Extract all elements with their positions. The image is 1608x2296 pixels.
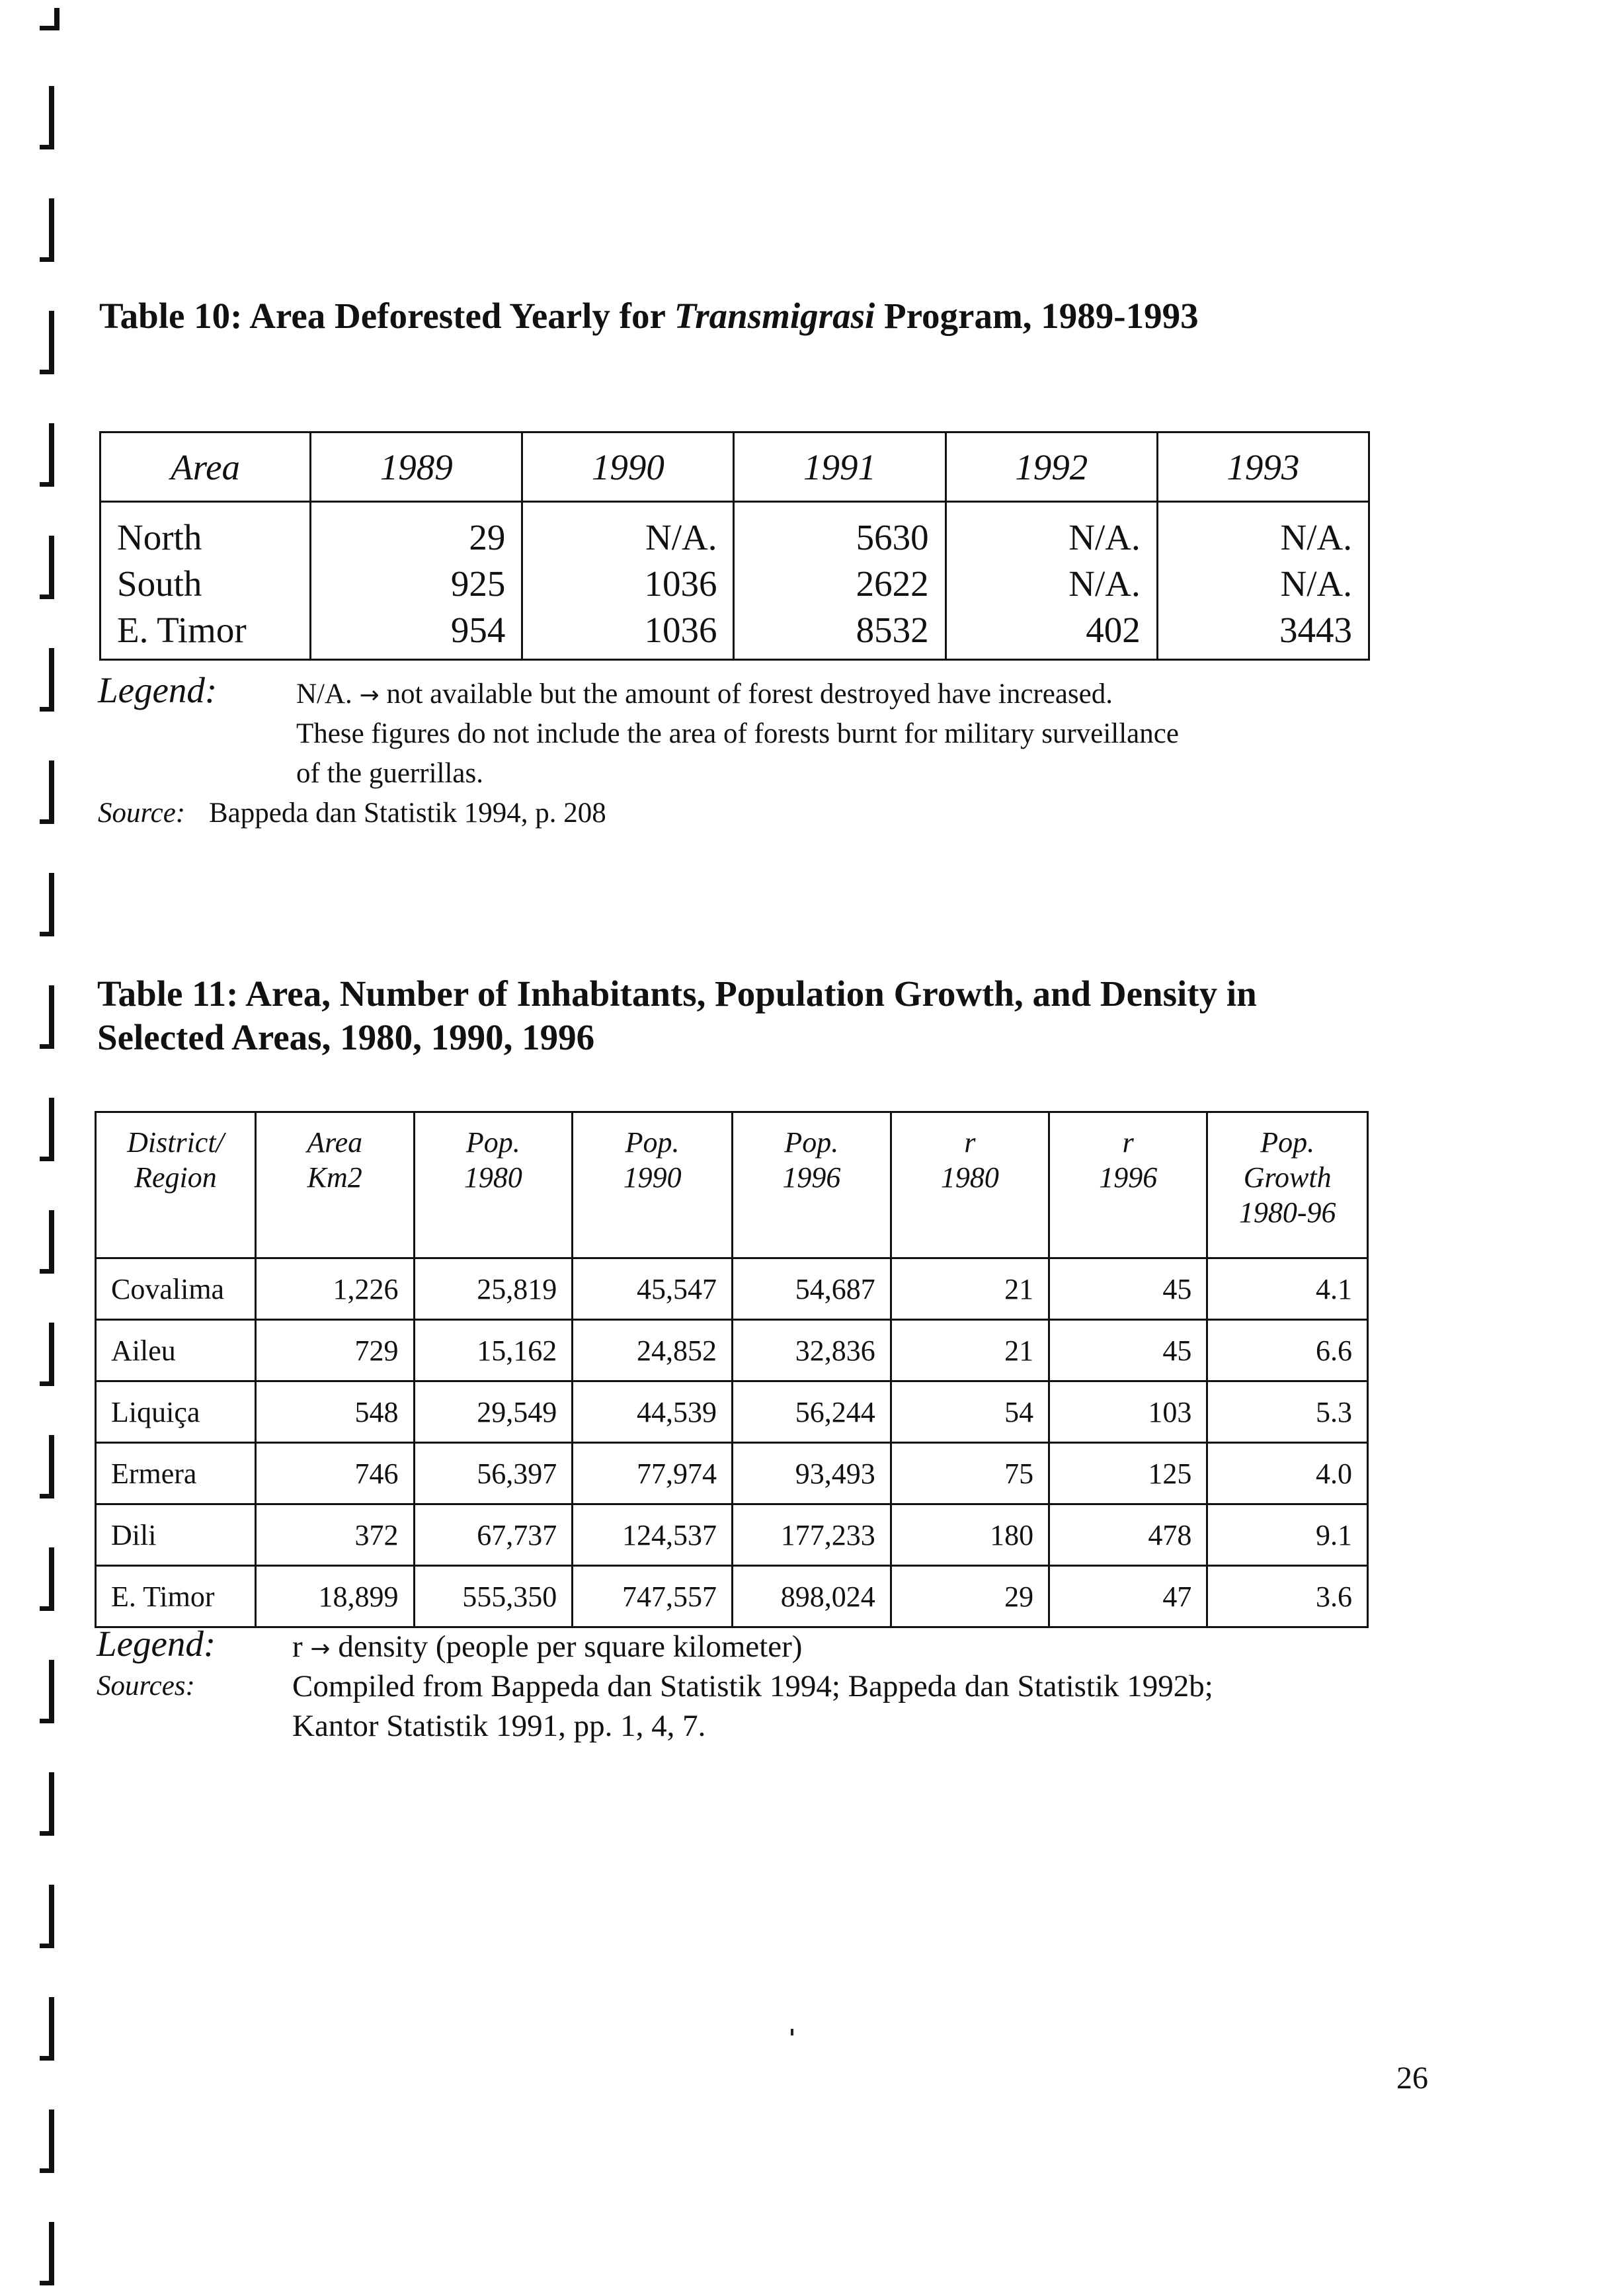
table-cell: 5.3	[1207, 1381, 1368, 1443]
table11-header-cell: Pop. 1990	[573, 1112, 733, 1258]
table-cell: N/A.	[1157, 502, 1369, 561]
table11-header-cell: Pop. 1980	[414, 1112, 573, 1258]
table-cell: N/A.	[522, 502, 734, 561]
table-cell: 67,737	[414, 1504, 573, 1566]
table-cell: 29	[311, 502, 522, 561]
table-cell: 75	[891, 1443, 1049, 1504]
table-row	[96, 1443, 1368, 1504]
binding-mark	[40, 1885, 54, 1948]
binding-mark	[40, 1660, 54, 1723]
table-cell: 9.1	[1207, 1504, 1368, 1566]
table-cell: 32,836	[732, 1320, 891, 1381]
table-cell: 77,974	[573, 1443, 733, 1504]
table-cell: N/A.	[945, 561, 1157, 607]
table-cell: 1,226	[255, 1258, 414, 1320]
table11-title-line2: Selected Areas, 1980, 1990, 1996	[97, 1017, 595, 1057]
arrow-icon: →	[359, 682, 380, 709]
table-cell: Dili	[96, 1504, 256, 1566]
table-cell: E. Timor	[100, 607, 311, 660]
table-cell: Liquiça	[96, 1381, 256, 1443]
table-cell: 124,537	[573, 1504, 733, 1566]
table-cell: 45,547	[573, 1258, 733, 1320]
table-cell: 56,397	[414, 1443, 573, 1504]
table-cell: Aileu	[96, 1320, 256, 1381]
legend-label: Legend:	[97, 1623, 216, 1664]
table-cell: 898,024	[732, 1566, 891, 1627]
table-row	[96, 1566, 1368, 1627]
table-cell: 548	[255, 1381, 414, 1443]
table11-header-cell: Area Km2	[255, 1112, 414, 1258]
binding-mark	[40, 1997, 54, 2061]
binding-mark	[40, 8, 60, 30]
sources-text: Kantor Statistik 1991, pp. 1, 4, 7.	[292, 1709, 706, 1743]
table-cell: 44,539	[573, 1381, 733, 1443]
table-cell: 47	[1049, 1566, 1207, 1627]
table-cell: 555,350	[414, 1566, 573, 1627]
table-cell: 180	[891, 1504, 1049, 1566]
binding-margin	[28, 0, 67, 2296]
table-cell: 93,493	[732, 1443, 891, 1504]
table10-header-cell: Area	[100, 432, 311, 502]
table-cell: 103	[1049, 1381, 1207, 1443]
binding-mark	[40, 648, 54, 712]
binding-mark	[40, 1210, 54, 1274]
table10-header-cell: 1991	[734, 432, 945, 502]
table-row	[96, 1381, 1368, 1443]
table-cell: 8532	[734, 607, 945, 660]
legend-text: These figures do not include the area of forests burnt for military surveillance	[296, 718, 1179, 749]
table10-legend	[98, 670, 1354, 840]
table-cell: N/A.	[1157, 561, 1369, 607]
table-cell: 478	[1049, 1504, 1207, 1566]
table-cell: 29	[891, 1566, 1049, 1627]
table-cell: 18,899	[255, 1566, 414, 1627]
table-cell: 1036	[522, 561, 734, 607]
table-cell: 1036	[522, 607, 734, 660]
table-row	[100, 561, 1369, 607]
table11-header-cell: Pop. 1996	[732, 1112, 891, 1258]
table11-title-line1: Table 11: Area, Number of Inhabitants, Population Growth, and Density in	[97, 973, 1257, 1014]
table10-header-cell: 1992	[945, 432, 1157, 502]
table-row	[100, 607, 1369, 660]
table11-title	[97, 972, 1433, 1059]
binding-mark	[40, 1098, 54, 1161]
table11-header-cell: r 1980	[891, 1112, 1049, 1258]
table11-header-cell: r 1996	[1049, 1112, 1207, 1258]
table-cell: 2622	[734, 561, 945, 607]
table-cell: 954	[311, 607, 522, 660]
table10-title: Table 10: Area Deforested Yearly for Transmigrasi Program, 1989-1993	[99, 296, 1199, 336]
table-cell: 25,819	[414, 1258, 573, 1320]
arrow-icon: →	[310, 1635, 331, 1662]
binding-mark	[40, 873, 54, 936]
legend-text: r → density (people per square kilometer)	[292, 1629, 803, 1664]
page-number: 26	[1396, 2061, 1428, 2096]
table-cell: N/A.	[945, 502, 1157, 561]
binding-mark	[40, 311, 54, 374]
binding-mark	[40, 423, 54, 487]
table10-header-cell: 1990	[522, 432, 734, 502]
binding-mark	[40, 1547, 54, 1611]
table-cell: 729	[255, 1320, 414, 1381]
table-row	[96, 1258, 1368, 1320]
table-cell: 125	[1049, 1443, 1207, 1504]
table-cell: 746	[255, 1443, 414, 1504]
source-text: Bappeda dan Statistik 1994, p. 208	[209, 798, 606, 829]
binding-mark	[40, 760, 54, 824]
table-cell: 45	[1049, 1320, 1207, 1381]
table-row	[96, 1504, 1368, 1566]
table-cell: 56,244	[732, 1381, 891, 1443]
binding-mark	[40, 985, 54, 1049]
table-row	[100, 502, 1369, 561]
binding-mark	[40, 86, 54, 149]
table-cell: 21	[891, 1320, 1049, 1381]
binding-mark	[40, 1435, 54, 1498]
table11-header-cell: Pop. Growth 1980-96	[1207, 1112, 1368, 1258]
table-cell: 21	[891, 1258, 1049, 1320]
legend-text: N/A. → not available but the amount of forest destroyed have increased.	[296, 678, 1113, 710]
table-row	[96, 1320, 1368, 1381]
table-cell: 5630	[734, 502, 945, 561]
table-cell: North	[100, 502, 311, 561]
table-cell: 4.0	[1207, 1443, 1368, 1504]
table-cell: 747,557	[573, 1566, 733, 1627]
table11-header-cell: District/ Region	[96, 1112, 256, 1258]
table-cell: 24,852	[573, 1320, 733, 1381]
binding-mark	[40, 1772, 54, 1836]
table-cell: 6.6	[1207, 1320, 1368, 1381]
table-cell: 3.6	[1207, 1566, 1368, 1627]
table11-header-row	[96, 1112, 1368, 1258]
table-cell: 54,687	[732, 1258, 891, 1320]
legend-label: Legend:	[98, 670, 218, 710]
binding-mark	[40, 1323, 54, 1386]
scan-speck	[791, 2029, 793, 2035]
sources-label: Sources:	[97, 1670, 195, 1702]
table-cell: Ermera	[96, 1443, 256, 1504]
table-cell: 925	[311, 561, 522, 607]
table-cell: 4.1	[1207, 1258, 1368, 1320]
binding-mark	[40, 2110, 54, 2173]
sources-text: Compiled from Bappeda dan Statistik 1994; Bappeda dan Statistik 1992b;	[292, 1669, 1213, 1703]
source-label: Source:	[98, 798, 186, 829]
table11	[95, 1111, 1369, 1628]
table10-header-row	[100, 432, 1369, 502]
binding-mark	[40, 536, 54, 599]
table-cell: 402	[945, 607, 1157, 660]
table10-header-cell: 1989	[311, 432, 522, 502]
table-cell: 372	[255, 1504, 414, 1566]
table-cell: 54	[891, 1381, 1049, 1443]
table-cell: 45	[1049, 1258, 1207, 1320]
table-cell: South	[100, 561, 311, 607]
table-cell: E. Timor	[96, 1566, 256, 1627]
table-cell: 177,233	[732, 1504, 891, 1566]
table-cell: 29,549	[414, 1381, 573, 1443]
legend-text: of the guerrillas.	[296, 758, 483, 789]
table-cell: 15,162	[414, 1320, 573, 1381]
table-cell: Covalima	[96, 1258, 256, 1320]
table11-legend	[97, 1623, 1353, 1759]
table10	[99, 431, 1370, 661]
table10-header-cell: 1993	[1157, 432, 1369, 502]
table-cell: 3443	[1157, 607, 1369, 660]
binding-mark	[40, 2222, 54, 2285]
binding-mark	[40, 198, 54, 262]
